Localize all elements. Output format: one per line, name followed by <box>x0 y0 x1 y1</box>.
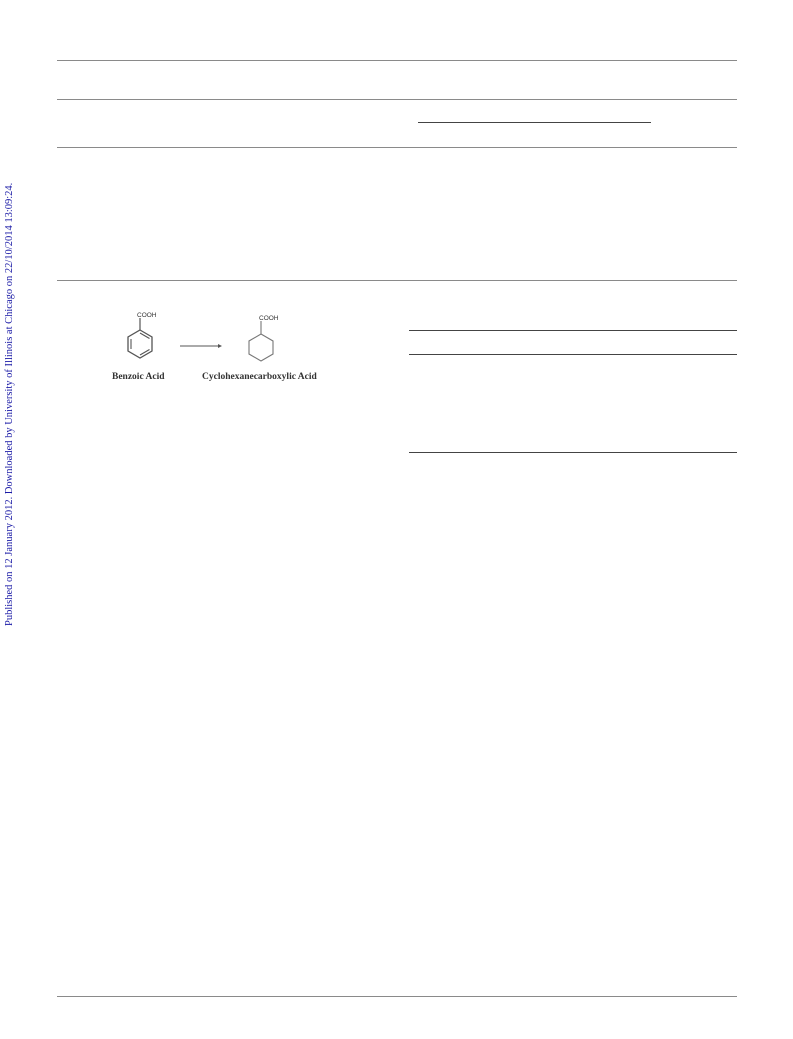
section-rule-1 <box>57 99 737 100</box>
table-top-rule <box>409 330 737 331</box>
benzoic-acid-label: Benzoic Acid <box>112 372 165 382</box>
footer-rule <box>57 996 737 997</box>
benzoic-acid-structure <box>120 312 160 362</box>
section-rule-3 <box>57 280 737 281</box>
provenance-note: Published on 12 January 2012. Downloaded by University of Illinois at Chicago on 22/10/2014 13:09:24. <box>4 183 15 627</box>
short-rule <box>418 122 651 123</box>
reaction-arrow <box>180 342 222 350</box>
cyclohexanecarboxylic-acid-label: Cyclohexanecarboxylic Acid <box>202 372 317 382</box>
table-bottom-rule <box>409 452 737 453</box>
benzoic-acid-group: COOH <box>137 312 157 319</box>
header-rule <box>57 60 737 61</box>
section-rule-2 <box>57 147 737 148</box>
cyclohexanecarboxylic-acid-group: COOH <box>259 315 279 322</box>
table-header-rule <box>409 354 737 355</box>
